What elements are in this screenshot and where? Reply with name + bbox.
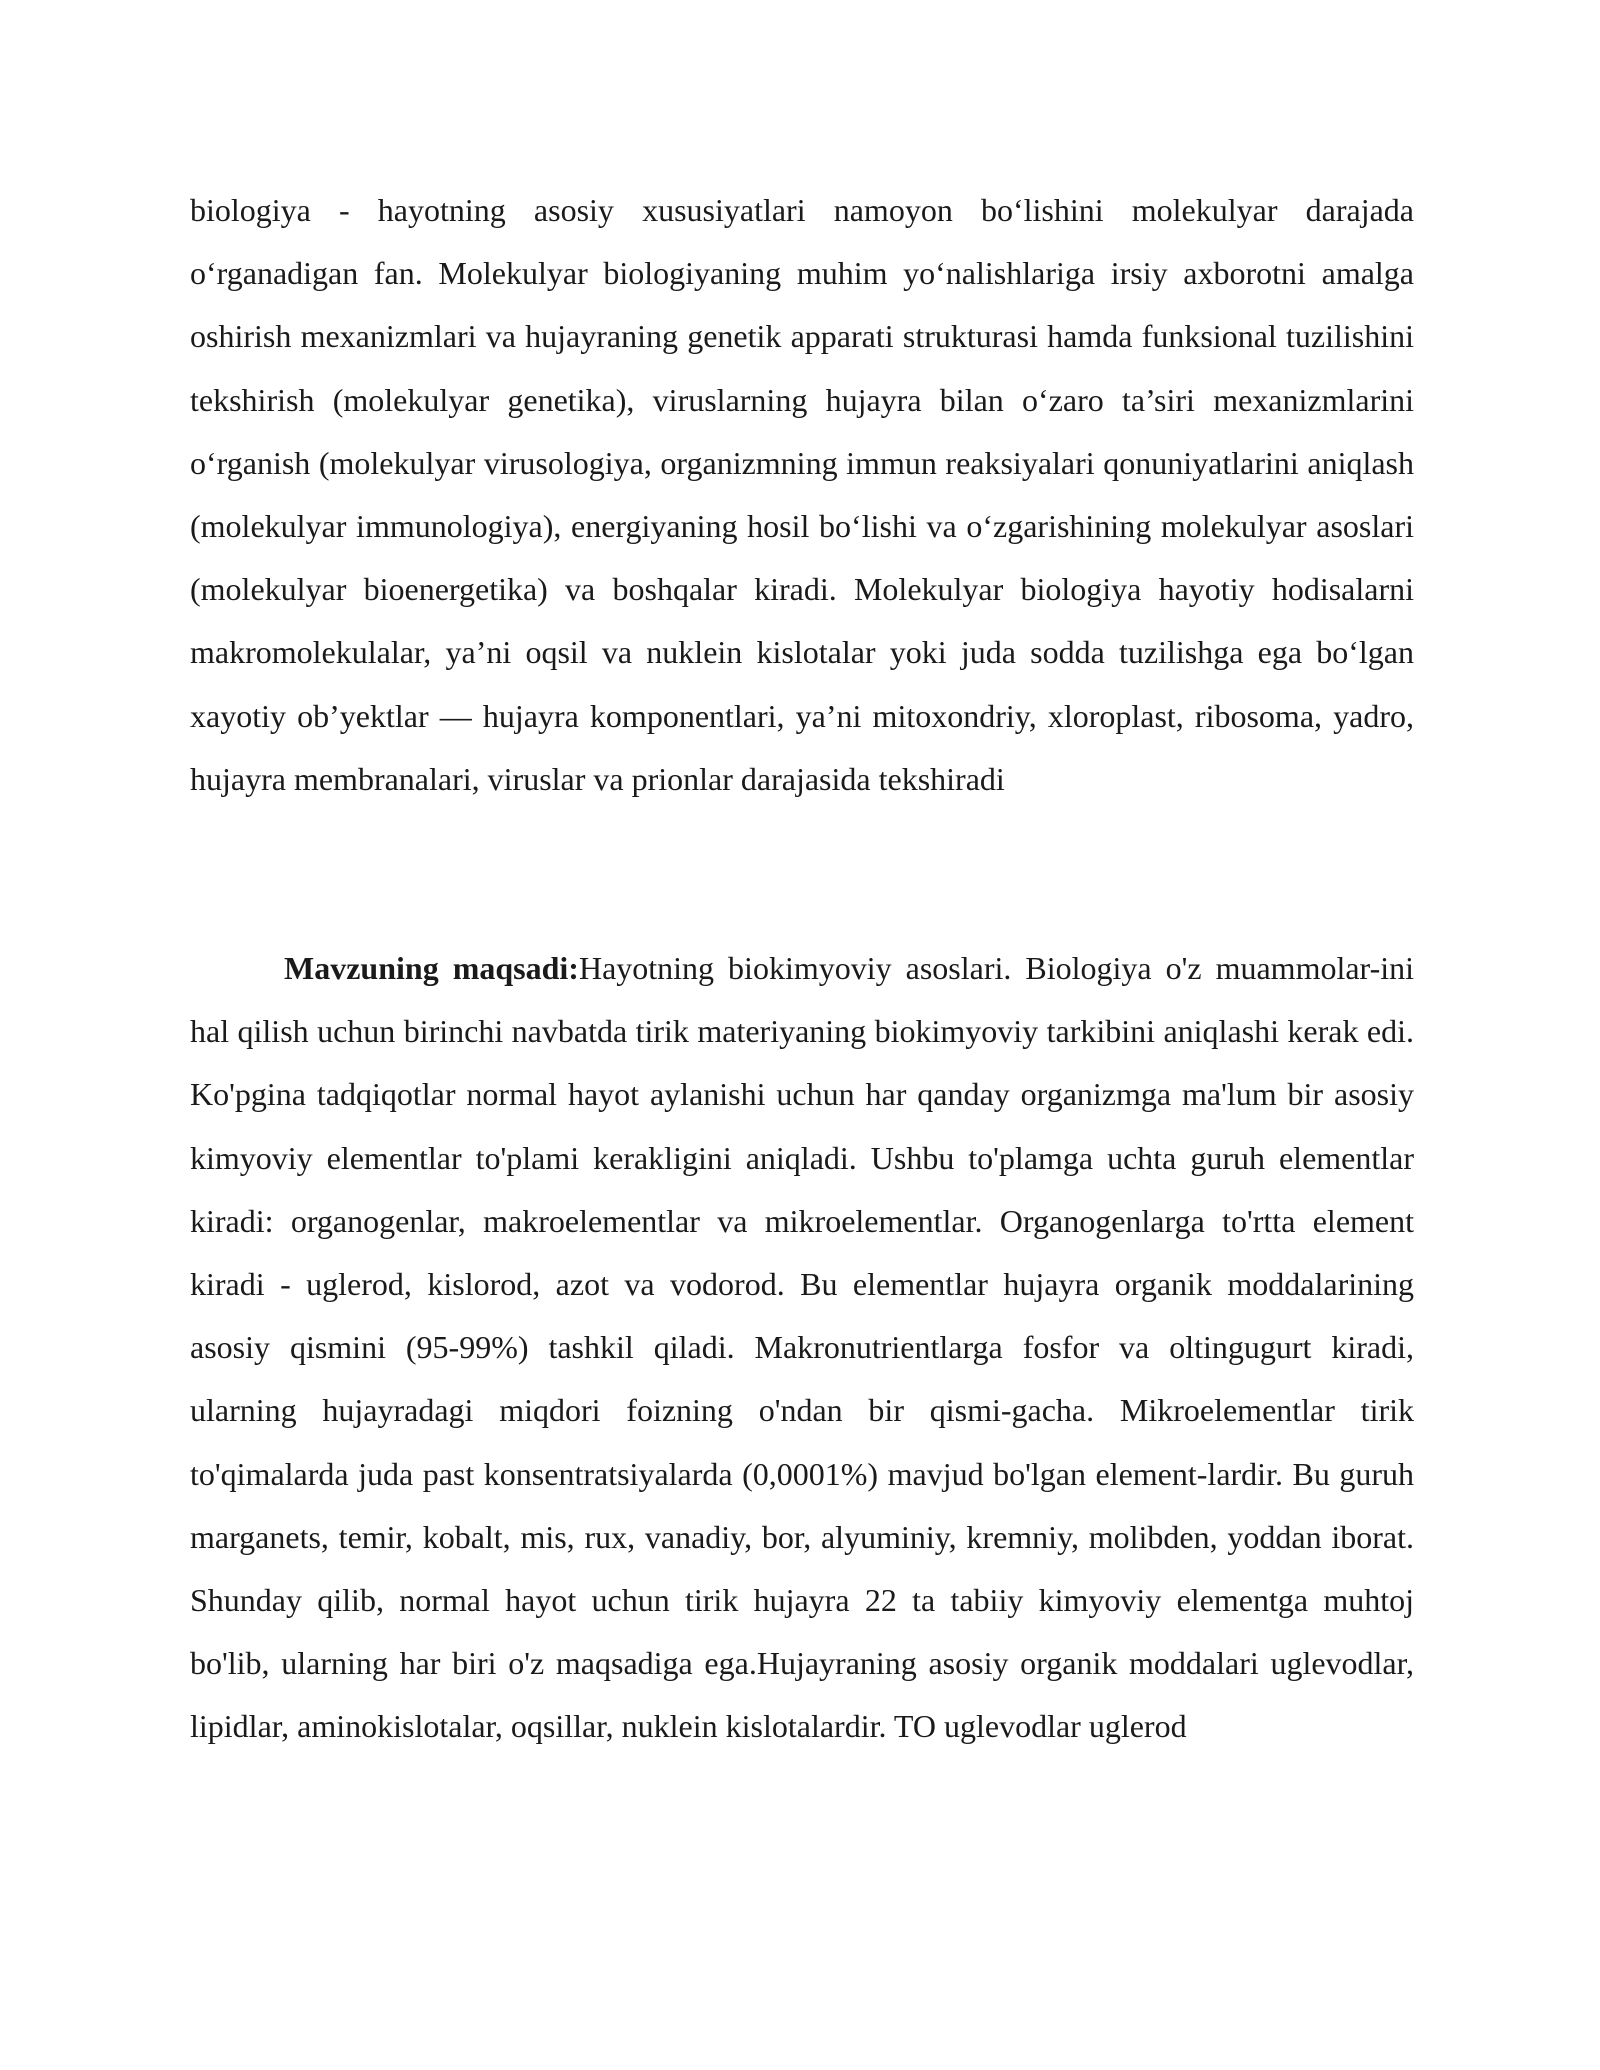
body-paragraph-molecular-biology: biologiya - hayotning asosiy xususiyatlari namoyon bo‘lishini molekulyar darajada o‘rganadigan fan. Molekulyar biologiyaning muhim yo‘nalishlariga irsiy axborotni amalga oshirish mexanizmlari va hujayraning genetik apparati strukturasi hamda funksional tuzilishini tekshirish (molekulyar genetika), viruslarning hujayra bilan o‘zaro ta’siri mexanizmlarini o‘rganish (molekulyar virusologiya, organizmning immun reaksiyalari qonuniyatlarini aniqlash (molekulyar immunologiya), energiyaning hosil bo‘lishi va o‘zgarishining molekulyar asoslari (molekulyar bioenergetika) va boshqalar kiradi. Molekulyar biologiya hayotiy hodisalarni makromolekulalar, ya’ni oqsil va nuklein kislotalar yoki juda sodda tuzilishga ega bo‘lgan xayotiy ob’yektlar — hujayra komponentlari, ya’ni mitoxondriy, xloroplast, ribosoma, yadro, hujayra membranalari, viruslar va prionlar darajasida tekshiradi [190,192,1414,797]
body-paragraph-topic-goal [190,937,1414,1759]
topic-goal-text: Hayotning biokimyoviy asoslari. Biologiya o'z muammolar-ini hal qilish uchun birinchi navbatda tirik materiyaning biokimyoviy tarkibini aniqlashi kerak edi. Ko'pgina tadqiqotlar normal hayot aylanishi uchun har qanday organizmga ma'lum bir asosiy kimyoviy elementlar to'plami kerakligini aniqladi. Ushbu to'plamga uchta guruh elementlar kiradi: organogenlar, makroelementlar va mikroelementlar. Organogenlarga to'rtta element kiradi - uglerod, kislorod, azot va vodorod. Bu elementlar hujayra organik moddalarining asosiy qismini (95-99%) tashkil qiladi. Makronutrientlarga fosfor va oltingugurt kiradi, ularning hujayradagi miqdori foizning o'ndan bir qismi-gacha. Mikroelementlar tirik to'qimalarda juda past konsentratsiyalarda (0,0001%) mavjud bo'lgan element-lardir. Bu guruh marganets, temir, kobalt, mis, rux, vanadiy, bor, alyuminiy, kremniy, molibden, yoddan iborat. Shunday qilib, normal hayot uchun tirik hujayra 22 ta tabiiy kimyoviy elementga muhtoj bo'lib, ularning har biri o'z maqsadiga ega.Hujayraning asosiy organik moddalari uglevodlar, lipidlar, aminokislotalar, oqsillar, nuklein kislotalardir. TO uglevodlar uglerod [190,950,1415,1745]
topic-goal-label: Mavzuning maqsadi: [284,950,579,986]
